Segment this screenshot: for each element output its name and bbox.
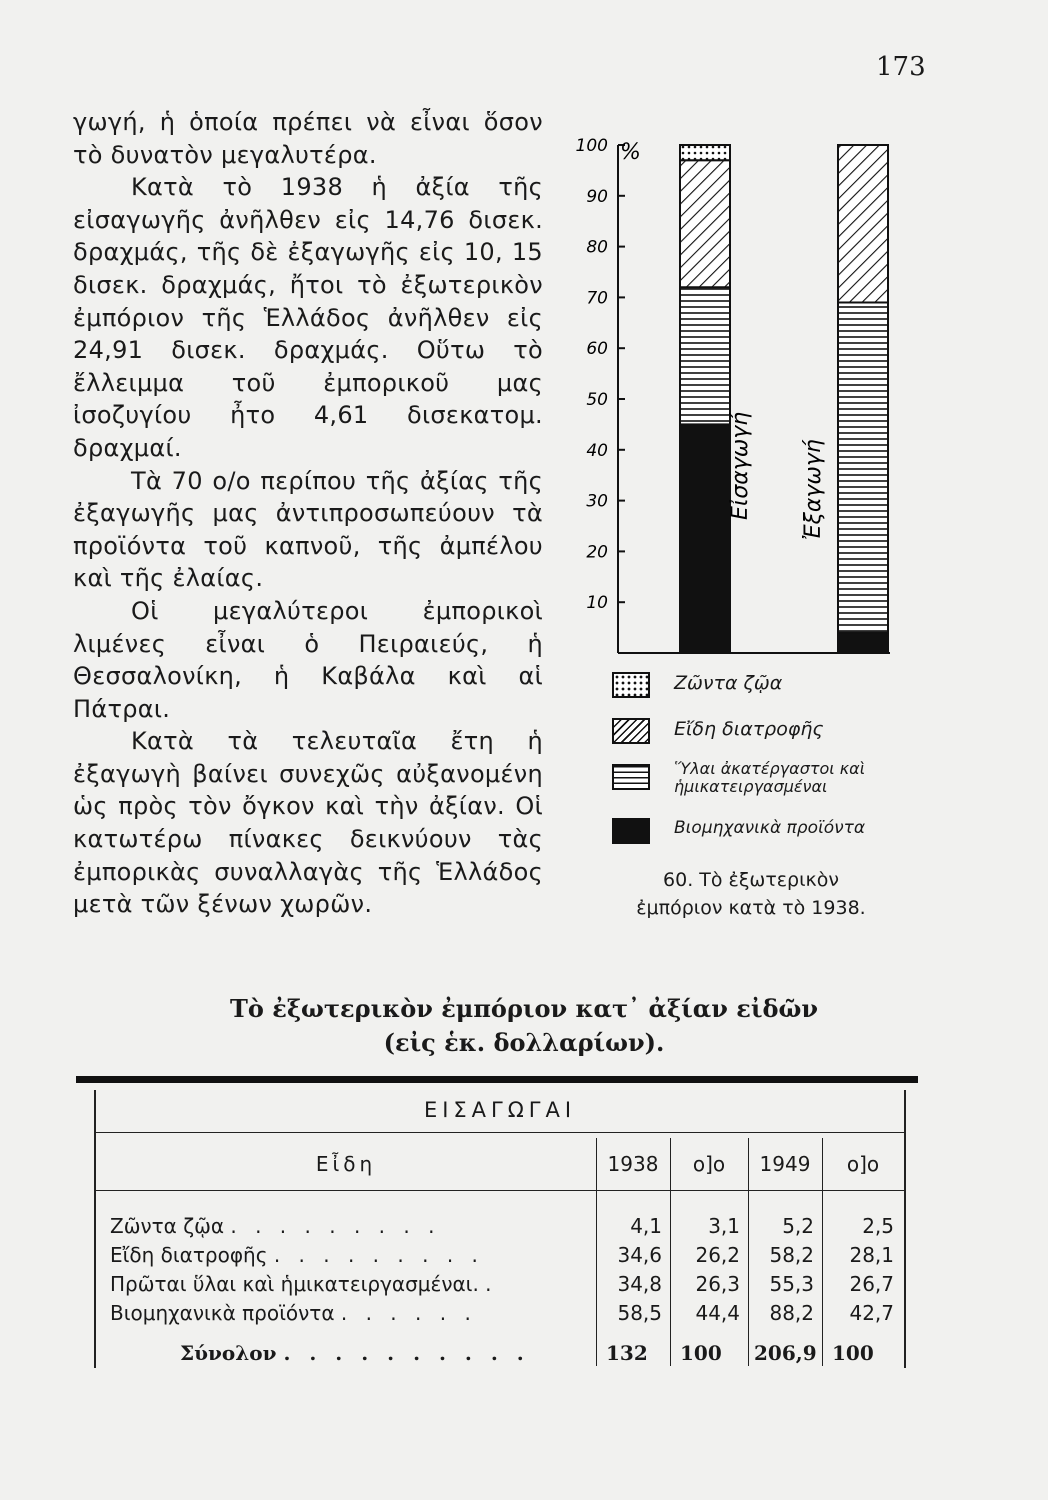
y-tick-label: 80: [586, 237, 608, 258]
cell-pct-1938: 44,4: [695, 1301, 740, 1325]
table-row: [96, 1301, 904, 1330]
table-total-row: [96, 1341, 904, 1370]
cell-pct-1938: 3,1: [708, 1214, 740, 1238]
figure-caption: [596, 866, 906, 922]
y-tick-label: 20: [586, 542, 608, 563]
cell-pct-1938: 26,2: [695, 1243, 740, 1267]
bar-label-exports: Ἐξαγωγή: [801, 439, 826, 540]
cell-pct-1938: 26,3: [695, 1272, 740, 1296]
y-tick-label: 10: [586, 593, 608, 614]
cell-pct-1949: 28,1: [849, 1243, 894, 1267]
trade-composition-chart: [560, 120, 900, 665]
dotted-swatch-icon: [612, 672, 650, 698]
cell-1949: 55,3: [769, 1272, 814, 1296]
table-title-line: Τὸ ἐξωτερικὸν ἐμπόριον κατ᾽ ἀξίαν εἰδῶν: [230, 994, 818, 1023]
divider: [96, 1190, 904, 1191]
cell-1938: 58,5: [617, 1301, 662, 1325]
cell-1949: 5,2: [782, 1214, 814, 1238]
row-label: Ζῶντα ζῷα . . . . . . . . .: [110, 1214, 441, 1238]
column-header-1938: 1938: [607, 1152, 659, 1176]
cell-pct-1949: 26,7: [849, 1272, 894, 1296]
column-header-percent: ο]ο: [692, 1152, 726, 1176]
bar-label-imports: Εἰσαγωγή: [728, 411, 753, 520]
legend-label: Βιομηχανικὰ προϊόντα: [674, 818, 866, 838]
table-section-heading: ΕΙΣΑΓΩΓΑΙ: [423, 1098, 577, 1122]
cell-1949: 88,2: [769, 1301, 814, 1325]
y-tick-label: 40: [586, 440, 608, 461]
row-label: Σύνολον . . . . . . . . . .: [180, 1341, 530, 1365]
paragraph: Κατὰ τὰ τελευταῖα ἔτη ἡ ἐξαγωγὴ βαίνει συνεχῶς αὐξανομένη ὡς πρὸς τὸν ὄγκον καὶ τὴν ἀξίαν. Οἱ κατωτέρω πίνακες δεικνύουν τὰς ἐμπορικὰς συναλλαγὰς τῆς Ἑλλάδος μετὰ τῶν ξένων χωρῶν.: [73, 727, 543, 919]
divider: [96, 1132, 904, 1133]
total-1938: 132: [606, 1341, 648, 1365]
row-label: Βιομηχανικὰ προϊόντα . . . . . .: [110, 1301, 477, 1325]
y-tick-label: 30: [586, 491, 608, 512]
paragraph: Τὰ 70 ο/ο περίπου τῆς ἀξίας τῆς ἐξαγωγῆς μας ἀντιπροσωπεύουν τὰ προϊόντα τοῦ καπνοῦ, τῆς ἀμπέλου καὶ τῆς ἐλαίας.: [73, 466, 543, 593]
bar-segment-diagonal: [680, 160, 730, 287]
paragraph: Οἱ μεγαλύτεροι ἐμπορικοὶ λιμένες εἶναι ὁ Πειραιεύς, ἡ Θεσσαλονίκη, ἡ Καβάλα καὶ αἱ Πάτραι.: [73, 596, 543, 723]
table-title-line: (εἰς ἑκ. δολλαρίων).: [383, 1028, 665, 1057]
column-header-items: Εἶδη: [315, 1152, 377, 1176]
total-pct-1949: 100: [832, 1341, 874, 1365]
table-row: [96, 1214, 904, 1243]
cell-1938: 34,6: [617, 1243, 662, 1267]
total-pct-1938: 100: [680, 1341, 722, 1365]
imports-table: [94, 1090, 906, 1368]
column-header-1949: 1949: [759, 1152, 811, 1176]
caption-line: 60. Τὸ ἐξωτερικὸν: [663, 869, 839, 891]
legend-label: Ζῶντα ζῷα: [674, 672, 783, 694]
total-1949: 206,9: [754, 1341, 817, 1365]
cell-pct-1949: 42,7: [849, 1301, 894, 1325]
y-tick-label: 70: [586, 288, 608, 309]
cell-1938: 34,8: [617, 1272, 662, 1296]
legend-label: Εἴδη διατροφῆς: [674, 718, 824, 740]
legend-label: Ὕλαι ἀκατέργαστοι καὶ ἡμικατειργασμέναι: [674, 759, 866, 796]
column-header-percent: ο]ο: [846, 1152, 880, 1176]
divider: [76, 1076, 918, 1083]
y-unit-label: %: [620, 140, 641, 165]
caption-line: ἐμπόριον κατὰ τὸ 1938.: [636, 897, 866, 919]
y-tick-label: 100: [575, 136, 608, 156]
paragraph: γωγή, ἡ ὁποία πρέπει νὰ εἶναι ὅσον τὸ δυνατὸν μεγαλυτέρα.: [73, 108, 543, 169]
bar-segment-dotted: [680, 145, 730, 160]
table-row: [96, 1243, 904, 1272]
y-tick-label: 60: [586, 339, 608, 360]
bar-segment-diagonal: [838, 145, 888, 302]
bar-segment-horizontal: [838, 302, 888, 632]
table-title: [0, 992, 1048, 1060]
bar-segment-solid: [680, 424, 730, 653]
diagonal-swatch-icon: [612, 718, 650, 744]
horizontal-swatch-icon: [612, 764, 650, 790]
y-tick-label: 50: [586, 390, 608, 410]
row-label: Εἴδη διατροφῆς . . . . . . . . .: [110, 1243, 484, 1267]
cell-pct-1949: 2,5: [862, 1214, 894, 1238]
solid-swatch-icon: [612, 818, 650, 844]
cell-1938: 4,1: [630, 1214, 662, 1238]
cell-1949: 58,2: [769, 1243, 814, 1267]
bar-segment-horizontal: [680, 287, 730, 424]
table-row: [96, 1272, 904, 1301]
y-tick-label: 90: [586, 186, 608, 207]
body-text: [73, 106, 543, 921]
paragraph: Κατὰ τὸ 1938 ἡ ἀξία τῆς εἰσαγωγῆς ἀνῆλθεν εἰς 14,76 δισεκ. δραχμάς, τῆς δὲ ἐξαγωγῆς εἰς 10, 15 δισεκ. δραχμάς, ἤτοι τὸ ἐξωτερικὸν ἐμπόριον τῆς Ἑλλάδος ἀνῆλθεν εἰς 24,91 δισεκ. δραχμάς. Οὕτω τὸ ἔλλειμμα τοῦ ἐμπορικοῦ μας ἰσοζυγίου ἦτο 4,61 δισεκατομ. δραχμαί.: [73, 173, 543, 462]
bar-segment-solid: [838, 633, 888, 653]
page-number: 173: [876, 52, 926, 82]
row-label: Πρῶται ὕλαι καὶ ἡμικατειργασμέναι. .: [110, 1272, 498, 1296]
